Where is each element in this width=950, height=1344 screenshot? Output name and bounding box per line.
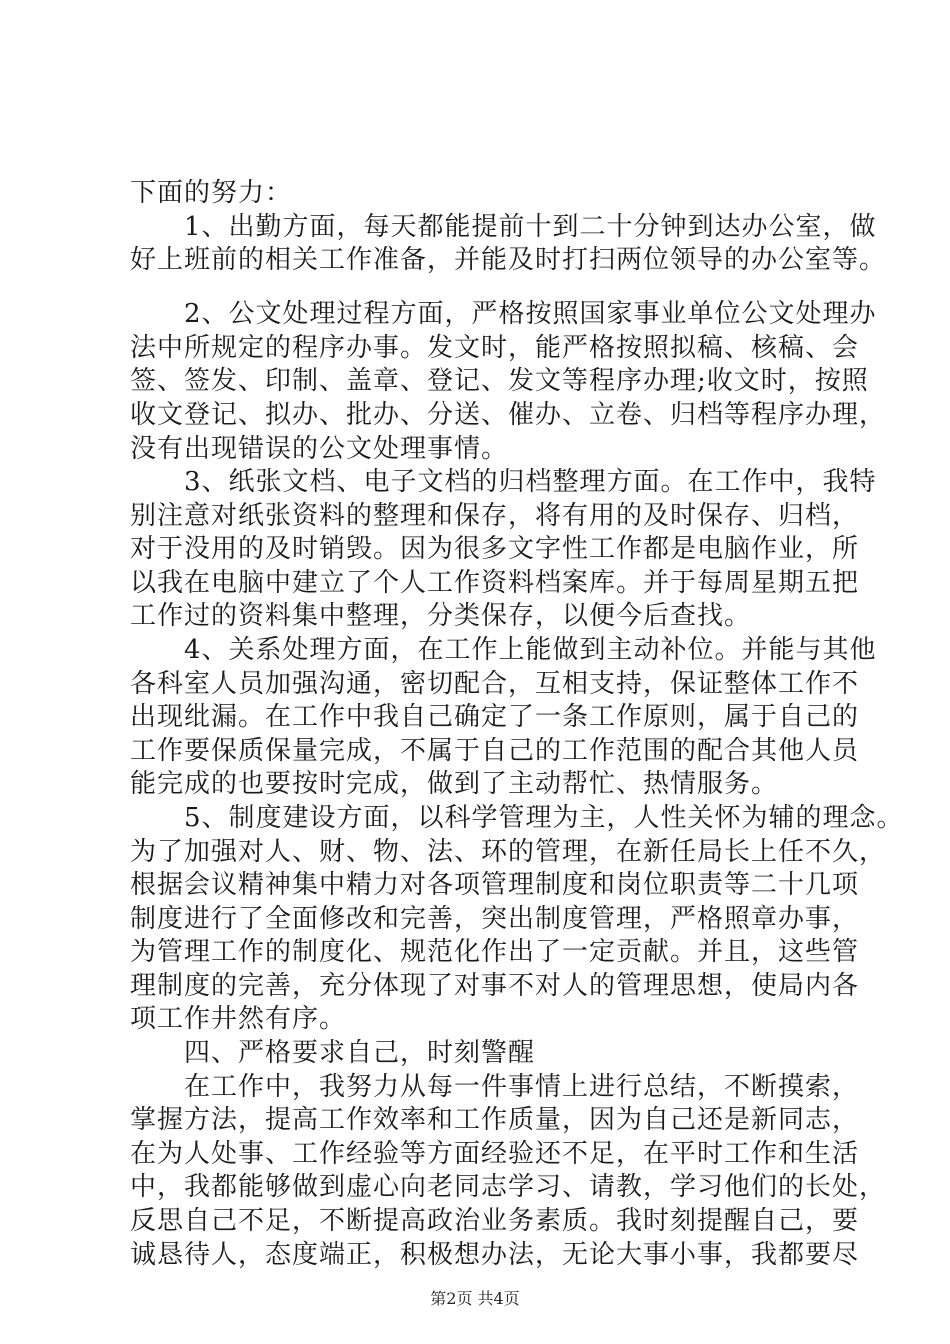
- text-line: 收文登记、拟办、批办、分送、催办、立卷、归档等程序办理，: [130, 400, 887, 430]
- text-line: 1、出勤方面，每天都能提前十到二十分钟到达办公室，做: [130, 212, 877, 242]
- page-number-footer: 第2页 共4页: [430, 1289, 520, 1308]
- text-line: 4、关系处理方面，在工作上能做到主动补位。并能与其他: [130, 635, 877, 665]
- text-line: 中，我都能够做到虚心向老同志学习、请教，学习他们的长处，: [130, 1172, 887, 1202]
- text-line: 5、制度建设方面，以科学管理为主，人性关怀为辅的理念。: [130, 803, 904, 833]
- text-line: 没有出现错误的公文处理事情。: [130, 434, 509, 464]
- text-line: 工作要保质保量完成，不属于自己的工作范围的配合其他人员: [130, 736, 860, 766]
- text-line: 掌握方法，提高工作效率和工作质量，因为自己还是新同志，: [130, 1105, 860, 1135]
- text-line: 下面的努力：: [130, 178, 293, 208]
- text-line: 理制度的完善，充分体现了对事不对人的管理思想，使局内各: [130, 971, 860, 1001]
- text-line: 反思自己不足，不断提高政治业务素质。我时刻提醒自己，要: [130, 1206, 860, 1236]
- text-line: 别注意对纸张资料的整理和保存，将有用的及时保存、归档，: [130, 501, 860, 531]
- text-line: 以我在电脑中建立了个人工作资料档案库。并于每周星期五把: [130, 568, 860, 598]
- text-line: 工作过的资料集中整理，分类保存，以便今后查找。: [130, 601, 752, 631]
- text-line: 签、签发、印制、盖章、登记、发文等程序办理;收文时，按照: [130, 366, 869, 396]
- text-line: 制度进行了全面修改和完善，突出制度管理，严格照章办事，: [130, 904, 860, 934]
- text-line: 在为人处事、工作经验等方面经验还不足，在平时工作和生活: [130, 1139, 860, 1169]
- text-line: 对于没用的及时销毁。因为很多文字性工作都是电脑作业，所: [130, 534, 860, 564]
- text-line: 在工作中，我努力从每一件事情上进行总结，不断摸索，: [130, 1072, 860, 1102]
- text-line: 好上班前的相关工作准备，并能及时打扫两位领导的办公室等。: [130, 245, 887, 275]
- text-line: 3、纸张文档、电子文档的归档整理方面。在工作中，我特: [130, 467, 877, 497]
- text-line: 为了加强对人、财、物、法、环的管理，在新任局长上任不久，: [130, 837, 887, 867]
- text-line: 根据会议精神集中精力对各项管理制度和岗位职责等二十几项: [130, 870, 860, 900]
- text-line: 能完成的也要按时完成，做到了主动帮忙、热情服务。: [130, 769, 779, 799]
- text-line: 2、公文处理过程方面，严格按照国家事业单位公文处理办: [130, 299, 877, 329]
- text-line: 各科室人员加强沟通，密切配合，互相支持，保证整体工作不: [130, 669, 860, 699]
- text-line: 为管理工作的制度化、规范化作出了一定贡献。并且，这些管: [130, 937, 860, 967]
- text-line: 诚恳待人，态度端正，积极想办法，无论大事小事，我都要尽: [130, 1240, 860, 1270]
- text-line: 出现纰漏。在工作中我自己确定了一条工作原则，属于自己的: [130, 702, 860, 732]
- text-line: 项工作井然有序。: [130, 1004, 347, 1034]
- text-line: 法中所规定的程序办事。发文时，能严格按照拟稿、核稿、会: [130, 333, 860, 363]
- section-heading: 四、严格要求自己，时刻警醒: [130, 1038, 536, 1068]
